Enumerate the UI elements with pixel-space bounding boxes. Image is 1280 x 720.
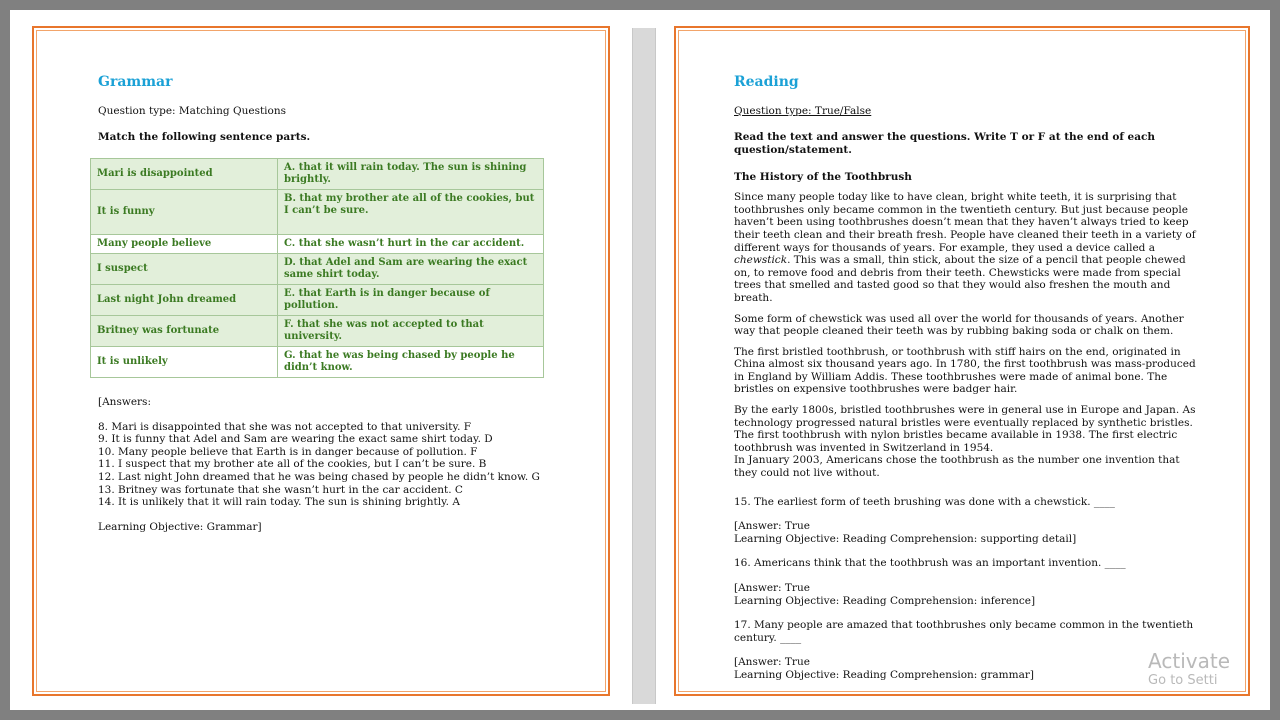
page-gutter [632,28,656,704]
answer-16: [Answer: True [734,582,810,595]
table-cell: C. that she wasn’t hurt in the car accident. [278,234,544,253]
answer-line: 14. It is unlikely that it will rain today. The sun is shining brightly. A [98,496,460,509]
table-cell: Last night John dreamed [91,284,278,315]
article-paragraph: The first bristled toothbrush, or toothbrush with stiff hairs on the end, originated in China almost six thousand years ago. In 1780, the first toothbrush was mass-produced in England by William Addis. These toothbrushes were made of animal bone. The bristles on expensive toothbrushes were badger hair. [734,345,1196,396]
page-content [734,74,1196,694]
question-16: 16. Americans think that the toothbrush was an important invention. ____ [734,557,1126,570]
table-cell: It is unlikely [91,346,278,377]
table-row [91,234,544,253]
table-cell: A. that it will rain today. The sun is shining brightly. [278,158,544,189]
activation-watermark [1148,649,1230,688]
table-cell: Many people believe [91,234,278,253]
paragraph-emphasis: chewstick [734,254,788,267]
table-row [91,315,544,346]
table-cell: B. that my brother ate all of the cookies, but I can’t be sure. [278,189,544,234]
table-cell: Mari is disappointed [91,158,278,189]
article-paragraph: By the early 1800s, bristled toothbrushes were in general use in Europe and Japan. As technology progressed natural bristles were eventually replaced by synthetic bristles. The first toothbrush with nylon bristles became available in 1938. The first electric toothbrush was invented in Switzerland in 1954. [734,404,1196,454]
objective-16: Learning Objective: Reading Comprehension: inference] [734,594,1036,607]
question-type: Question type: Matching Questions [98,104,287,117]
learning-objective: Learning Objective: Grammar] [98,520,262,533]
section-title: Grammar [98,74,173,90]
answer-line: 12. Last night John dreamed that he was being chased by people he didn’t know. G [98,470,540,483]
instruction: Read the text and answer the questions. Write T or F at the end of each question/statement. [734,131,1156,156]
table-cell: It is funny [91,189,278,234]
table-row [91,346,544,377]
question-17: 17. Many people are amazed that toothbrushes only became common in the twentieth century. ____ [734,619,1194,644]
table-row [91,189,544,234]
watermark-line: Activate [1148,649,1230,673]
page-left [24,18,618,704]
article-title: The History of the Toothbrush [734,170,912,183]
question-15: 15. The earliest form of teeth brushing was done with a chewstick. ____ [734,495,1115,508]
answer-line: 10. Many people believe that Earth is in danger because of pollution. F [98,445,478,458]
table-cell: Britney was fortunate [91,315,278,346]
answer-15: [Answer: True [734,520,810,533]
article-paragraph [734,191,1196,304]
table-cell: G. that he was being chased by people he didn’t know. [278,346,544,377]
matching-table [90,158,544,378]
table-cell: F. that she was not accepted to that university. [278,315,544,346]
instruction: Match the following sentence parts. [98,131,311,144]
answers-block [98,396,562,533]
answer-line: 11. I suspect that my brother ate all of the cookies, but I can’t be sure. B [98,458,487,471]
watermark-line: Go to Setti [1148,673,1218,688]
question-type: Question type: True/False [734,104,872,117]
table-cell: D. that Adel and Sam are wearing the exact same shirt today. [278,253,544,284]
answers-label: [Answers: [98,395,151,408]
article-paragraph: In January 2003, Americans chose the toothbrush as the number one invention that they could not live without. [734,454,1180,480]
page-right [666,18,1258,704]
page-content [98,74,562,533]
table-cell: E. that Earth is in danger because of pollution. [278,284,544,315]
article-paragraph: Some form of chewstick was used all over the world for thousands of years. Another way that people cleaned their teeth was by rubbing baking soda or chalk on them. [734,312,1184,338]
table-row [91,158,544,189]
section-title: Reading [734,74,799,90]
paragraph-text: . This was a small, thin stick, about the size of a pencil that people chewed on, to remove food and debris from their teeth. Chewsticks were made from special trees that smelled and tasted good so that they would also freshen the mouth and breath. [734,254,1186,304]
table-cell: I suspect [91,253,278,284]
objective-15: Learning Objective: Reading Comprehension: supporting detail] [734,532,1077,545]
answer-line: 13. Britney was fortunate that she wasn’t hurt in the car accident. C [98,483,463,496]
table-row [91,253,544,284]
answer-17: [Answer: True [734,656,810,669]
objective-17: Learning Objective: Reading Comprehension: grammar] [734,668,1034,681]
answer-line: 9. It is funny that Adel and Sam are wearing the exact same shirt today. D [98,433,493,446]
answer-line: 8. Mari is disappointed that she was not accepted to that university. F [98,420,472,433]
table-row [91,284,544,315]
document-viewer [10,10,1270,710]
paragraph-text: Since many people today like to have clean, bright white teeth, it is surprising that toothbrushes only became common in the twentieth century. But just because people haven’t been using toothbrushes doesn’t mean that they haven’t always tried to keep their teeth clean and their breath fresh. People have cleaned their teeth in a variety of different ways for thousands of years. For example, they used a device called a [734,191,1196,254]
